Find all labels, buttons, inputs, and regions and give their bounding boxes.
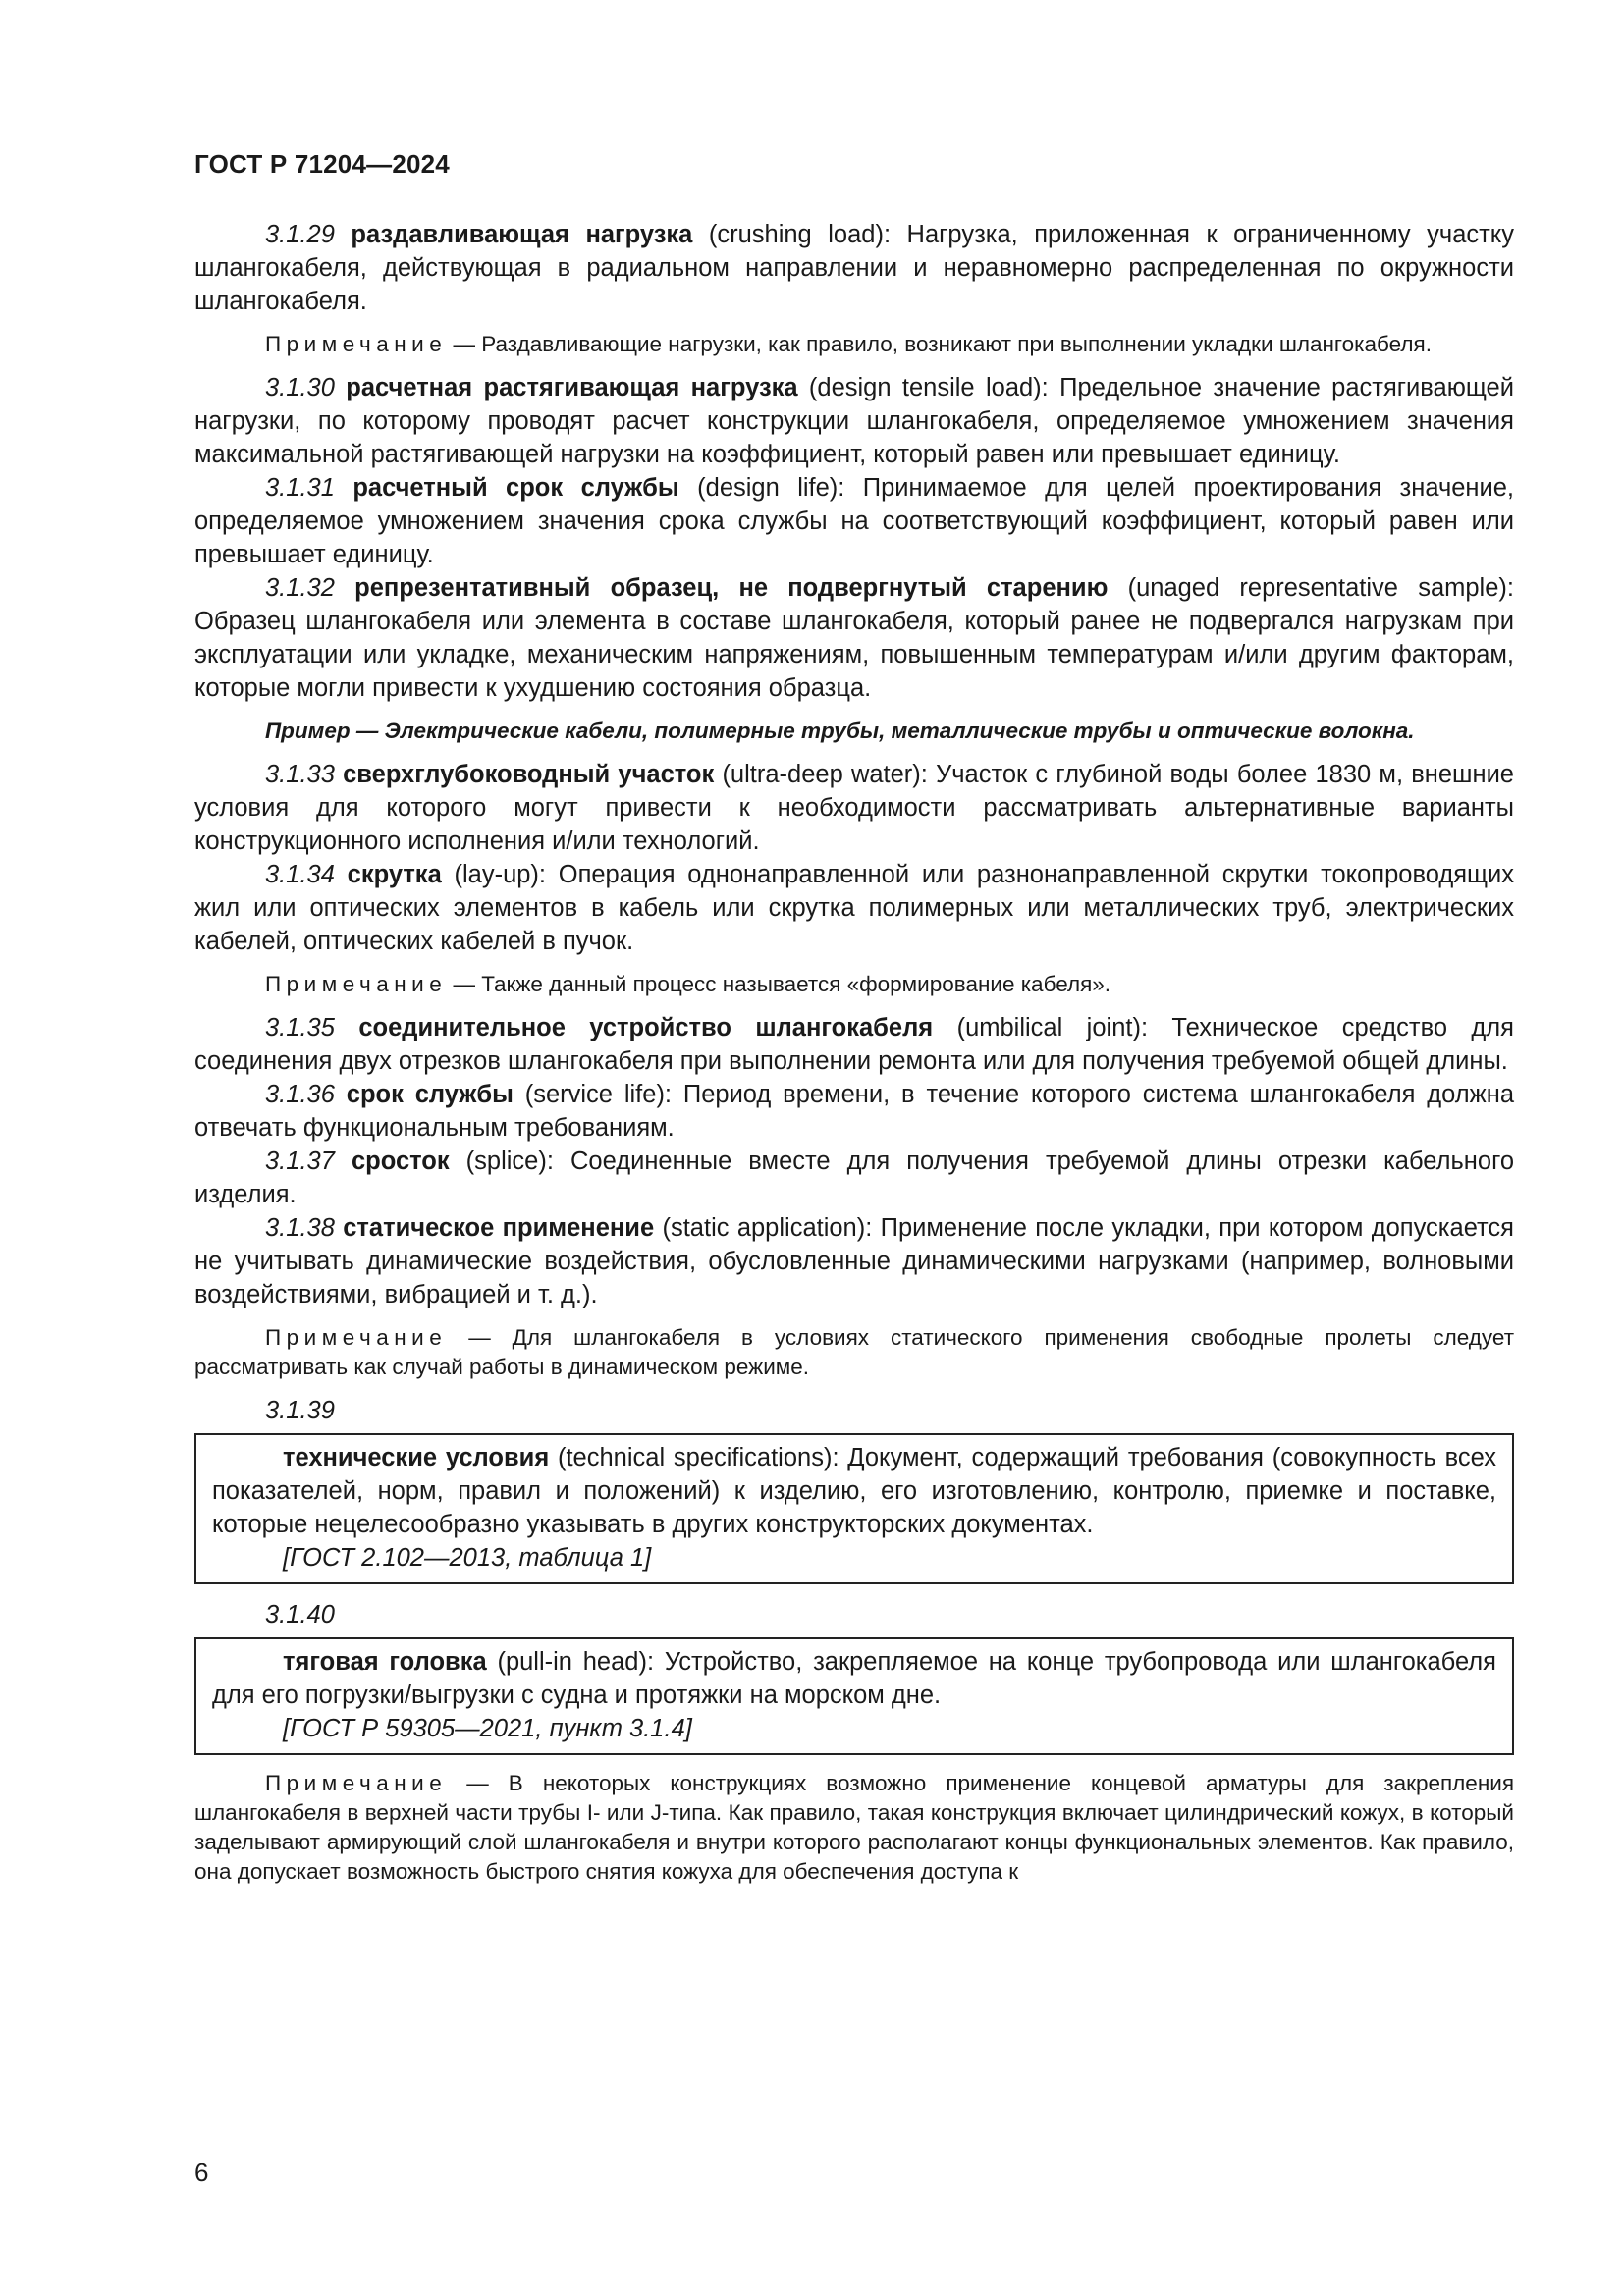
term: расчетная растягивающая нагрузка [346, 374, 798, 401]
clause-number: 3.1.33 [265, 761, 335, 788]
term: сросток [351, 1148, 450, 1175]
clause-number: 3.1.32 [265, 574, 335, 602]
clause-number-3-1-40: 3.1.40 [265, 1601, 335, 1629]
definition-3-1-37 [194, 1145, 1514, 1211]
note-label: Примечание [265, 1771, 448, 1795]
note-text: — В некоторых конструкциях возможно применение концевой арматуры для закрепления шлангокабеля в верхней части трубы I- или J-типа. Как правило, такая конструкция включает цилиндрический кожух, в который заделывают армирующий слой шлангокабеля и внутри которого располагают концы функциональных элементов. Как правило, она допускает возможность быстрого снятия кожуха для обеспечения доступа к [194, 1771, 1514, 1884]
note-text: — Также данный процесс называется «формирование кабеля». [447, 972, 1111, 996]
clause-number: 3.1.35 [265, 1014, 335, 1041]
definition-3-1-32 [194, 571, 1514, 705]
definition-text: (design tensile load): Предельное значение растягивающей нагрузки, по которому проводят расчет конструкции шлангокабеля, определяемое умножением значения максимальной растягивающей нагрузки на коэффициент, который равен или превышает единицу. [194, 374, 1514, 468]
definition-text: (ultra-deep water): Участок с глубиной воды более 1830 м, внешние условия для которого могут привести к необходимости рассматривать альтернативные варианты конструкционного исполнения и/или технологий. [194, 761, 1514, 855]
definition-3-1-35 [194, 1011, 1514, 1078]
definition-text: (crushing load): Нагрузка, приложенная к ограниченному участку шлангокабеля, действующая в радиальном направлении и неравномерно распределенная по окружности шлангокабеля. [194, 221, 1515, 315]
definition-3-1-33 [194, 758, 1514, 858]
page-content [194, 218, 1514, 1898]
note-3-1-40 [194, 1769, 1514, 1887]
term: раздавливающая нагрузка [351, 221, 693, 248]
example-3-1-32: Пример — Электрические кабели, полимерные трубы, металлические трубы и оптические волокна. [265, 719, 1415, 743]
term: расчетный срок службы [352, 474, 679, 502]
definition-3-1-40 [212, 1645, 1496, 1712]
definition-3-1-36 [194, 1078, 1514, 1145]
definition-text: (splice): Соединенные вместе для получения требуемой длины отрезки кабельного изделия. [194, 1148, 1514, 1208]
clause-number: 3.1.37 [265, 1148, 335, 1175]
note-text: — Для шлангокабеля в условиях статического применения свободные пролеты следует рассматривать как случай работы в динамическом режиме. [194, 1325, 1514, 1379]
clause-number: 3.1.38 [265, 1214, 335, 1242]
source-reference: [ГОСТ Р 59305—2021, пункт 3.1.4] [283, 1715, 692, 1742]
page-number: 6 [194, 2158, 209, 2187]
clause-number: 3.1.36 [265, 1081, 335, 1108]
note-3-1-29 [194, 330, 1514, 359]
definition-text: (service life): Период времени, в течение которого система шлангокабеля должна отвечать функциональным требованиям. [194, 1081, 1514, 1142]
note-3-1-38 [194, 1323, 1514, 1382]
definition-3-1-30 [194, 371, 1514, 471]
clause-number: 3.1.29 [265, 221, 335, 248]
document-header: ГОСТ Р 71204—2024 [194, 149, 450, 179]
term: сверхглубоководный участок [343, 761, 715, 788]
term: статическое применение [343, 1214, 655, 1242]
definition-text: (lay-up): Операция однонаправленной или разнонаправленной скрутки токопроводящих жил или оптических элементов в кабель или скрутка полимерных или металлических труб, электрических кабелей, оптических кабелей в пучок. [194, 861, 1514, 955]
note-label: Примечание [265, 972, 448, 996]
term: скрутка [347, 861, 442, 888]
term: технические условия [283, 1444, 550, 1471]
note-label: Примечание [265, 332, 448, 356]
term: репрезентативный образец, не подвергнутый старению [354, 574, 1109, 602]
boxed-definition-3-1-39 [194, 1433, 1514, 1584]
definition-3-1-38 [194, 1211, 1514, 1311]
clause-number-3-1-39: 3.1.39 [265, 1397, 335, 1424]
definition-3-1-34 [194, 858, 1514, 958]
term: срок службы [346, 1081, 514, 1108]
definition-text: (technical specifications): Документ, содержащий требования (совокупность всех показателей, норм, правил и положений) к изделию, его изготовлению, контролю, приемке и поставке, которые нецелесообразно указывать в других конструкторских документах. [212, 1444, 1496, 1538]
note-3-1-34 [194, 970, 1514, 999]
definition-3-1-29 [194, 218, 1514, 318]
definition-text: (static application): Применение после укладки, при котором допускается не учитывать динамические воздействия, обусловленные динамическими нагрузками (например, волновыми воздействиями, вибрацией и т. д.). [194, 1214, 1514, 1308]
definition-text: (design life): Принимаемое для целей проектирования значение, определяемое умножением значения срока службы на соответствующий коэффициент, который равен или превышает единицу. [194, 474, 1515, 568]
clause-number: 3.1.31 [265, 474, 335, 502]
source-reference: [ГОСТ 2.102—2013, таблица 1] [283, 1544, 652, 1572]
clause-number: 3.1.34 [265, 861, 335, 888]
definition-text: (umbilical joint): Техническое средство для соединения двух отрезков шлангокабеля при выполнении ремонта или для получения требуемой общей длины. [194, 1014, 1514, 1075]
clause-number: 3.1.30 [265, 374, 335, 401]
term: соединительное устройство шлангокабеля [358, 1014, 934, 1041]
note-text: — Раздавливающие нагрузки, как правило, возникают при выполнении укладки шлангокабеля. [447, 332, 1432, 356]
boxed-definition-3-1-40 [194, 1637, 1514, 1755]
definition-text: (pull-in head): Устройство, закрепляемое на конце трубопровода или шлангокабеля для его погрузки/выгрузки с судна и протяжки на морском дне. [212, 1648, 1496, 1709]
definition-text: (unaged representative sample): Образец шлангокабеля или элемента в составе шлангокабеля, который ранее не подвергался нагрузкам при эксплуатации или укладке, механическим напряжениям, повышенным температурам и/или другим факторам, которые могли привести к ухудшению состояния образца. [194, 574, 1514, 702]
definition-3-1-31 [194, 471, 1514, 571]
note-label: Примечание [265, 1325, 448, 1350]
definition-3-1-39 [212, 1441, 1496, 1541]
term: тяговая головка [283, 1648, 487, 1676]
